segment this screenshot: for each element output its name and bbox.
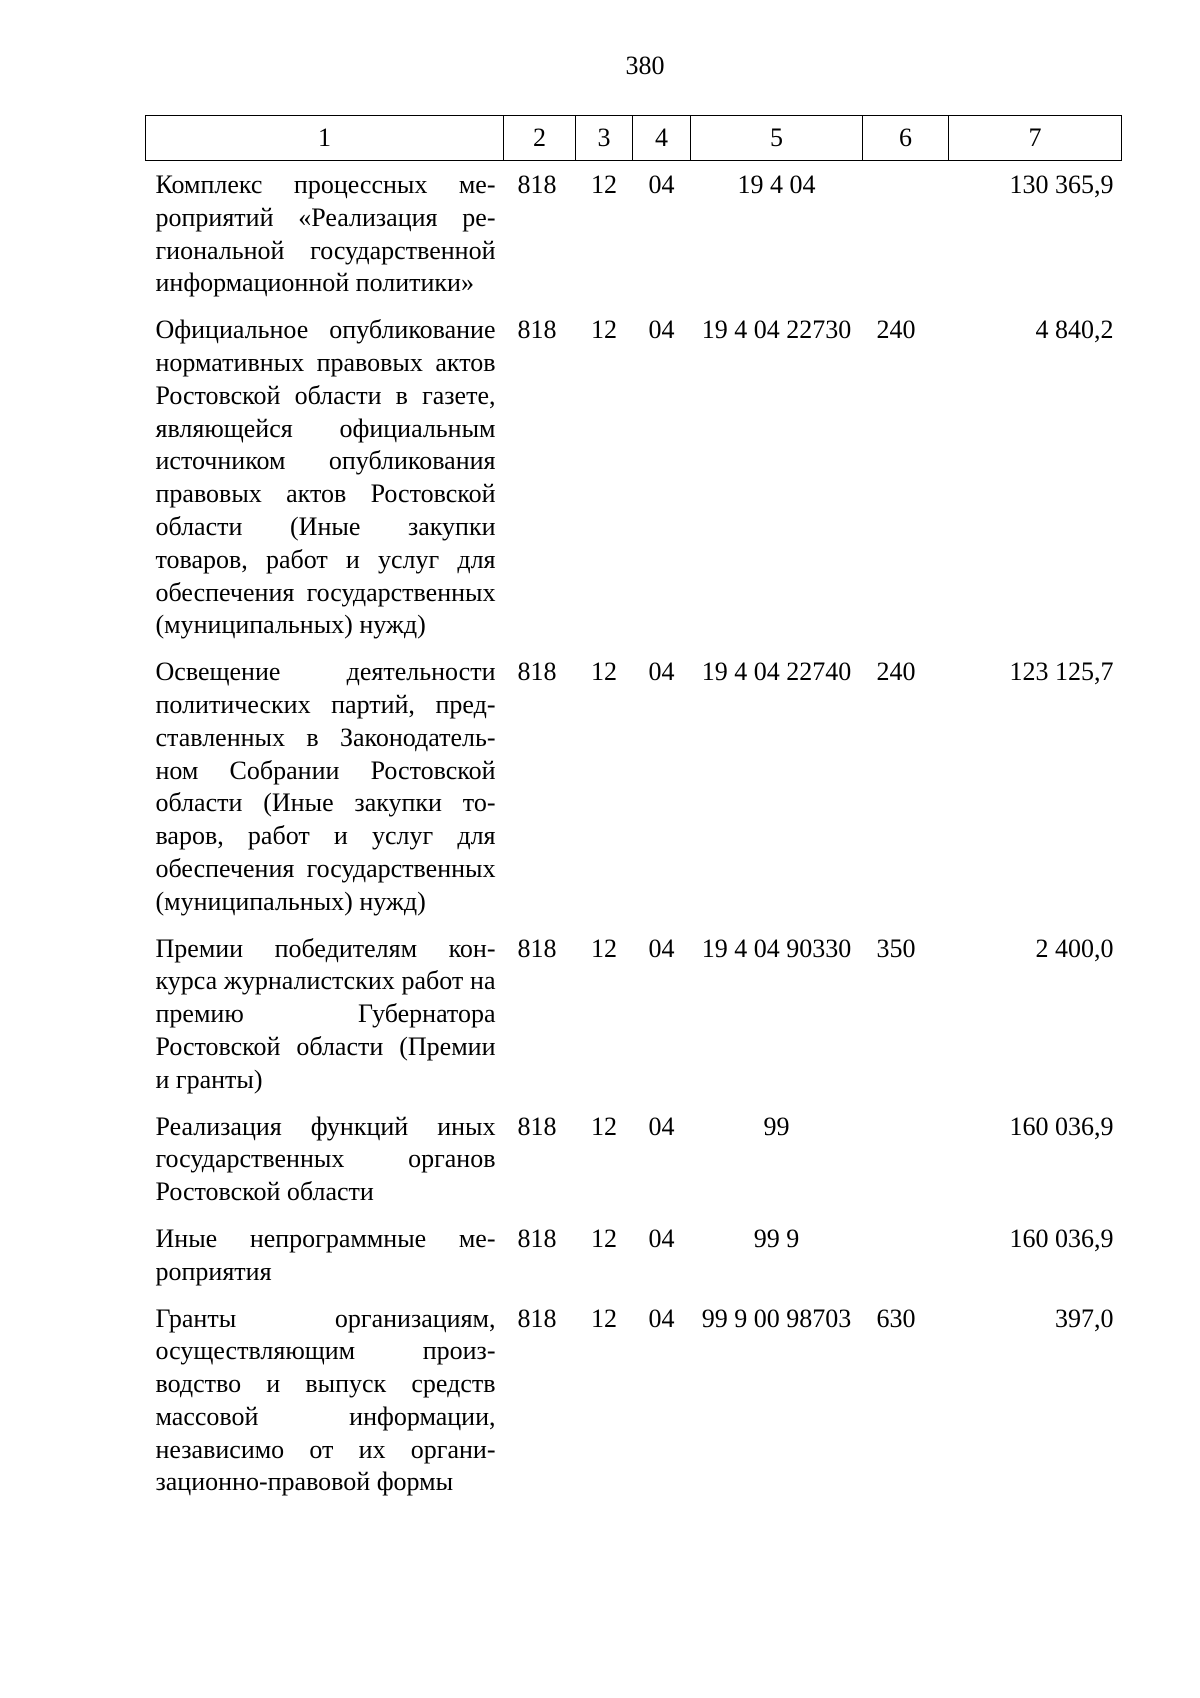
row-section: 12 (591, 1303, 617, 1333)
row-expense-type: 240 (876, 657, 916, 687)
row-subsection: 04 (648, 1223, 675, 1253)
header-col-4: 4 (633, 116, 691, 161)
table-row (146, 648, 1122, 924)
row-subsection: 04 (648, 1111, 675, 1141)
row-target-article: 19 4 04 90330 (701, 933, 852, 963)
row-target-article: 99 (763, 1111, 790, 1141)
table-header (146, 116, 1122, 161)
header-col-6: 6 (863, 116, 949, 161)
row-ministry-code: 818 (517, 1111, 557, 1141)
row-ministry-code: 818 (517, 315, 557, 345)
row-subsection: 04 (648, 170, 675, 199)
row-section: 12 (591, 1223, 617, 1253)
row-target-article: 99 9 00 98703 (701, 1303, 852, 1333)
row-section: 12 (591, 1111, 617, 1141)
header-col-1: 1 (146, 116, 504, 161)
row-name: Реализация функций иных государственных органов Ростовской области (155, 1111, 496, 1207)
row-amount: 160 036,9 (1009, 1111, 1114, 1141)
row-ministry-code: 818 (517, 933, 557, 963)
row-target-article: 19 4 04 22740 (701, 657, 852, 687)
row-section: 12 (591, 657, 617, 687)
table-body (146, 161, 1122, 1506)
row-subsection: 04 (648, 933, 675, 963)
table-row (146, 161, 1122, 307)
row-amount: 397,0 (1055, 1303, 1114, 1333)
row-amount: 123 125,7 (1009, 657, 1114, 687)
table-row (146, 1215, 1122, 1295)
row-section: 12 (591, 933, 617, 963)
row-ministry-code: 818 (517, 1223, 557, 1253)
table-row (146, 1295, 1122, 1506)
row-section: 12 (591, 170, 617, 199)
table-row (146, 306, 1122, 648)
row-name: Иные непрограммные мероприятия (155, 1223, 496, 1286)
header-col-7: 7 (949, 116, 1122, 161)
row-amount: 130 365,9 (1009, 170, 1114, 199)
row-target-article: 99 9 (753, 1223, 800, 1253)
row-amount: 4 840,2 (1035, 315, 1114, 345)
row-target-article: 19 4 04 22730 (701, 315, 852, 345)
row-name: Гранты организациям, осуществляющим производство и выпуск средств массовой информации, независимо от их организационно-правовой формы (155, 1303, 496, 1497)
table-row (146, 1103, 1122, 1215)
row-expense-type: 350 (876, 933, 916, 963)
row-ministry-code: 818 (517, 1303, 557, 1333)
budget-table (145, 115, 1122, 1505)
row-target-article: 19 4 04 (737, 170, 816, 199)
row-expense-type: 240 (876, 315, 916, 345)
header-col-3: 3 (576, 116, 633, 161)
row-expense-type (863, 1215, 949, 1295)
row-expense-type (863, 161, 949, 307)
row-ministry-code: 818 (517, 657, 557, 687)
row-expense-type: 630 (876, 1303, 916, 1333)
row-name: Освещение деятельности политических партий, представленных в Законодательном Собрании Ростовской области (Иные закупки товаров, работ и услуг для обеспечения государственных (муниципальных) нужд) (155, 657, 496, 916)
header-col-5: 5 (691, 116, 863, 161)
row-section: 12 (591, 315, 617, 345)
row-amount: 2 400,0 (1035, 933, 1114, 963)
table-row (146, 925, 1122, 1103)
row-amount: 160 036,9 (1009, 1223, 1114, 1253)
row-subsection: 04 (648, 315, 675, 345)
row-subsection: 04 (648, 1303, 675, 1333)
row-name: Официальное опубликование нормативных правовых актов Ростовской области в газете, являющейся официальным источником опубликования правовых актов Ростовской области (Иные закупки товаров, работ и услуг для обеспечения государственных (муниципальных) нужд) (155, 315, 496, 640)
row-name: Комплекс процессных мероприятий «Реализация региональной государственной информационной политики» (155, 170, 496, 298)
header-col-2: 2 (504, 116, 576, 161)
header-row (146, 116, 1122, 161)
row-subsection: 04 (648, 657, 675, 687)
row-expense-type (863, 1103, 949, 1215)
row-name: Премии победителям конкурса журналистских работ на премию Губернатора Ростовской области (Премии и гранты) (155, 933, 496, 1094)
page-number: 380 (625, 51, 665, 80)
row-ministry-code: 818 (517, 170, 557, 199)
